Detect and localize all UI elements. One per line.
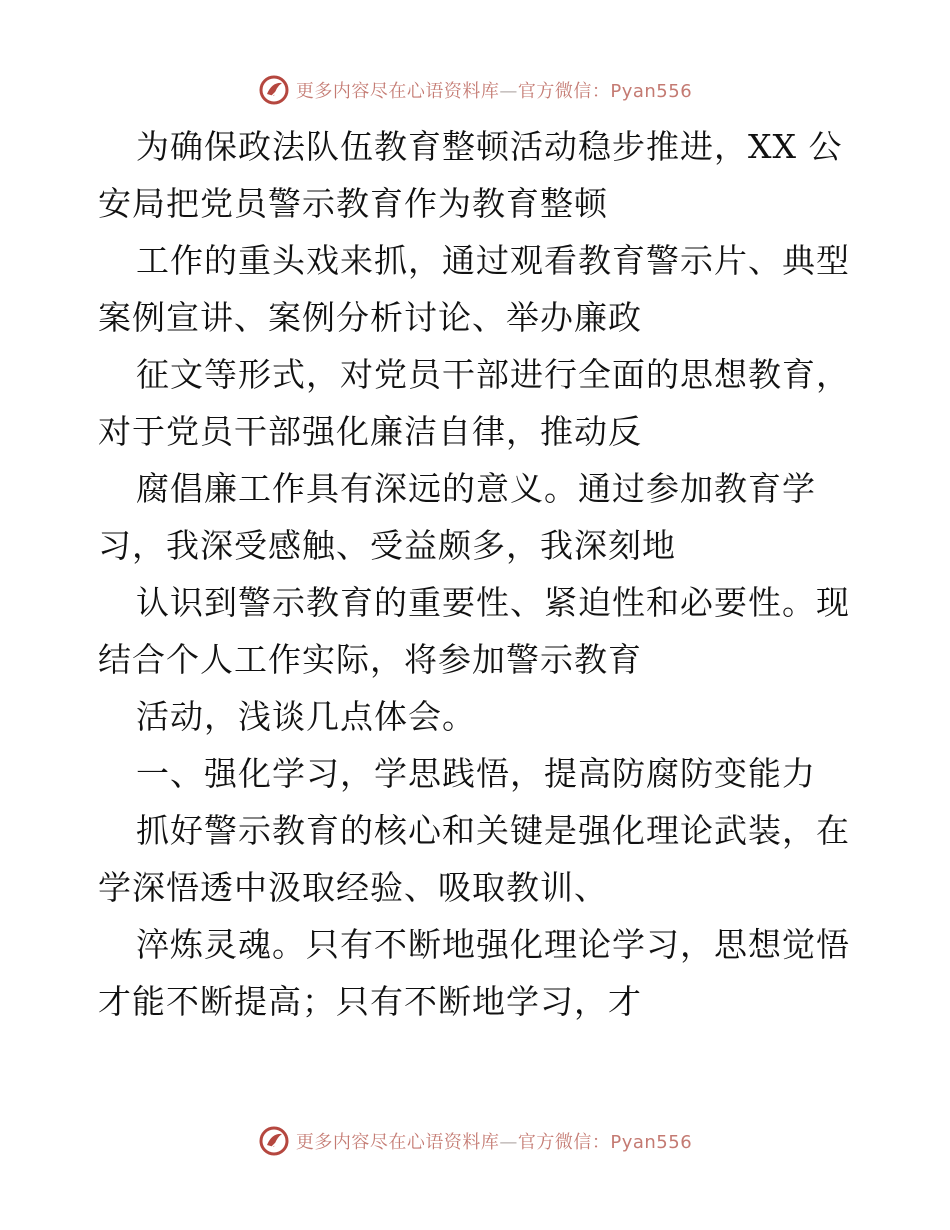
text-line: 腐倡廉工作具有深远的意义。通过参加教育学 [136,469,816,508]
text-line: 为确保政法队伍教育整顿活动稳步推进，XX 公 [136,127,843,166]
watermark-wechat-id: Pyan556 [610,81,693,102]
text-line: 征文等形式，对党员干部进行全面的思想教育， [136,355,850,394]
text-line: 对于党员干部强化廉洁自律，推动反 [98,412,642,451]
watermark-suffix: 官方微信： [517,81,611,102]
text-line: 抓好警示教育的核心和关键是强化理论武装，在 [136,811,850,850]
header-watermark [0,70,950,110]
watermark-suffix: 官方微信： [517,1132,611,1153]
text-line: 学深悟透中汲取经验、吸取教训、 [98,868,608,907]
library-logo-icon [258,1125,290,1157]
text-line: 认识到警示教育的重要性、紧迫性和必要性。现 [136,583,850,622]
text-line: 活动，浅谈几点体会。 [136,697,476,736]
watermark-separator: — [499,1132,518,1153]
section-heading: 一、强化学习，学思践悟，提高防腐防变能力 [136,754,816,793]
watermark-text [296,1128,692,1154]
footer-watermark [0,1121,950,1161]
watermark-title: 更多内容尽在心语资料库 [295,81,500,102]
library-logo-icon [258,74,290,106]
text-line: 案例宣讲、案例分析讨论、举办廉政 [98,298,642,337]
text-line: 工作的重头戏来抓，通过观看教育警示片、典型 [136,241,850,280]
watermark-separator: — [499,81,518,102]
text-line: 结合个人工作实际，将参加警示教育 [98,640,642,679]
document-body [98,118,858,1030]
text-line: 才能不断提高；只有不断地学习，才 [98,982,642,1021]
text-line: 安局把党员警示教育作为教育整顿 [98,184,608,223]
watermark-text [296,77,692,103]
watermark-title: 更多内容尽在心语资料库 [295,1132,500,1153]
text-line: 习，我深受感触、受益颇多，我深刻地 [98,526,676,565]
watermark-wechat-id: Pyan556 [610,1132,693,1153]
text-line: 淬炼灵魂。只有不断地强化理论学习，思想觉悟 [136,925,850,964]
